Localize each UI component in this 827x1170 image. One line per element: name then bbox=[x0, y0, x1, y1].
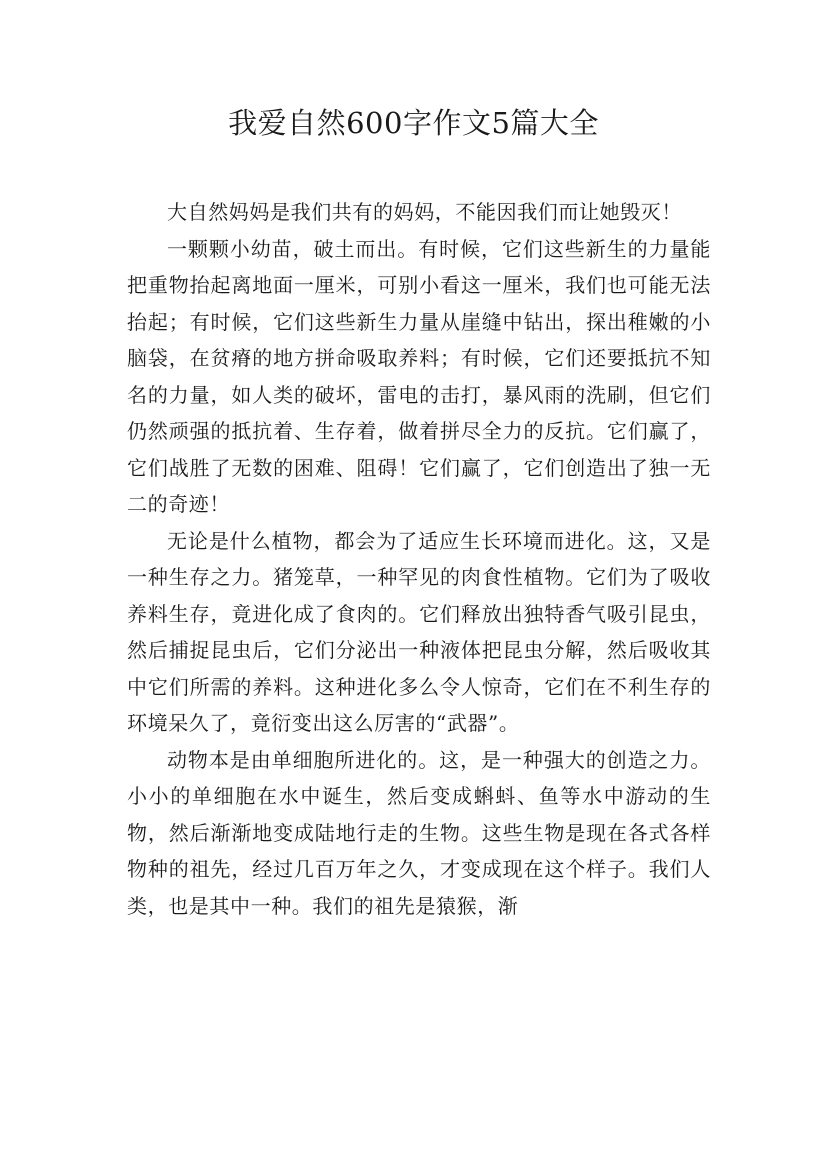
paragraph-2: 一颗颗小幼苗，破土而出。有时候，它们这些新生的力量能把重物抬起离地面一厘米，可别小看这一厘米，我们也可能无法抬起；有时候，它们这些新生力量从崖缝中钻出，探出稚嫩的小脑袋，在贫瘠的地方拼命吸取养料；有时候，它们还要抵抗不知名的力量，如人类的破坏，雷电的击打，暴风雨的洗刷，但它们仍然顽强的抵抗着、生存着，做着拼尽全力的反抗。它们赢了，它们战胜了无数的困难、阻碍！它们赢了，它们创造出了独一无二的奇迹！ bbox=[127, 236, 711, 516]
paragraph-3: 无论是什么植物，都会为了适应生长环境而进化。这，又是一种生存之力。猪笼草，一种罕见的肉食性植物。它们为了吸收养料生存，竟进化成了食肉的。它们释放出独特香气吸引昆虫，然后捕捉昆虫后，它们分泌出一种液体把昆虫分解，然后吸收其中它们所需的养料。这种进化多么令人惊奇，它们在不利生存的环境呆久了，竟衍变出这么厉害的“武器”。 bbox=[127, 528, 711, 735]
document-body bbox=[127, 194, 711, 924]
paragraph-1: 大自然妈妈是我们共有的妈妈，不能因我们而让她毁灭！ bbox=[167, 200, 682, 224]
document-title: 我爱自然600字作文5篇大全 bbox=[228, 106, 599, 140]
paragraph-4: 动物本是由单细胞所进化的。这，是一种强大的创造之力。小小的单细胞在水中诞生，然后变成蝌蚪、鱼等水中游动的生物，然后渐渐地变成陆地行走的生物。这些生物是现在各式各样物种的祖先，经过几百万年之久，才变成现在这个样子。我们人类，也是其中一种。我们的祖先是猿猴，渐 bbox=[127, 747, 711, 918]
